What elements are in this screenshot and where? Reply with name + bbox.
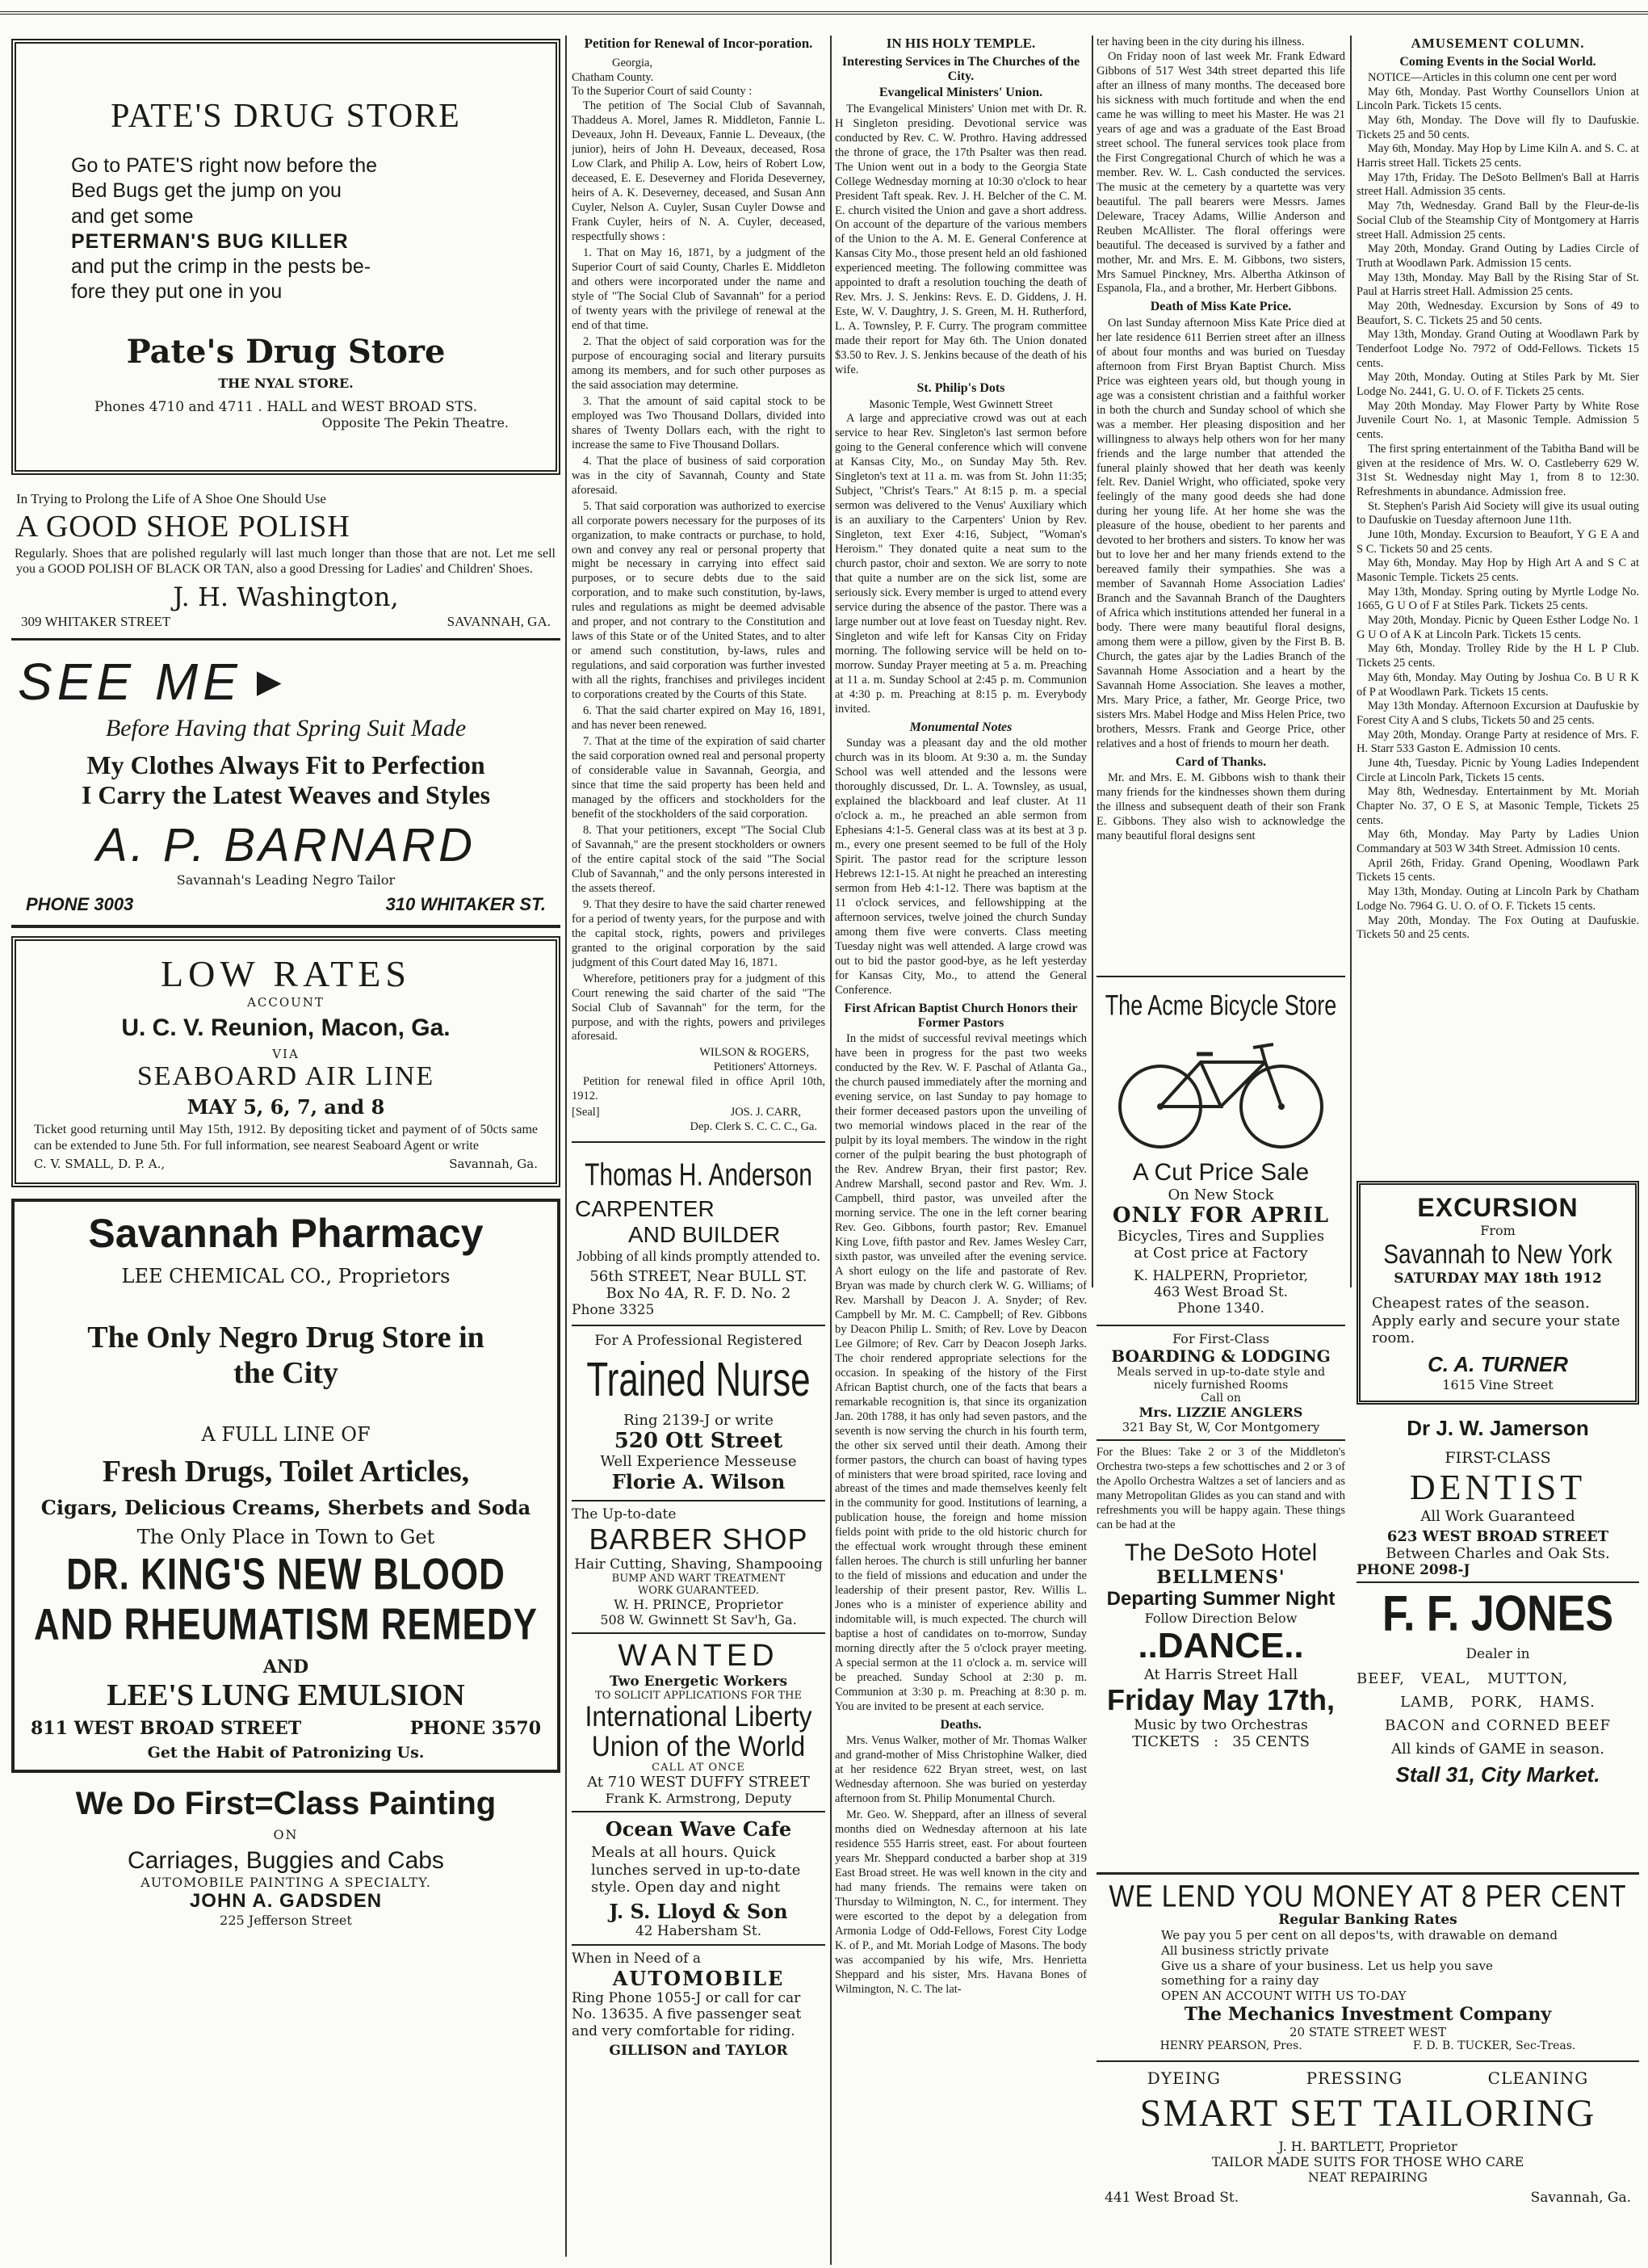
blues-notice: For the Blues: Take 2 or 3 of the Middleton's Orchestra two-steps a few schottisches and 2 or 3 of the Apollo Orchestra Waltzes a set of lanciers and as many Metropolitan Glides as you can stand and with refreshments you will be happy again. These things can be had at the <box>1097 1446 1345 1531</box>
notice-paragraph: 1. That on May 16, 1871, by a judgment of the Superior Court of said County, Charles E. Middleton and others were incorporated under the name and style of "The Social Club of Savannah" for a period of twenty years with the privilege of renewal at the end of that time. <box>572 246 825 332</box>
ad-title: Ocean Wave Cafe <box>605 1817 792 1842</box>
ad-between: Between Charles and Oak Sts. <box>1386 1544 1610 1562</box>
ad-title: WE LEND YOU MONEY AT 8 PER CENT <box>1109 1879 1627 1913</box>
notice-paragraph: 4. That the place of business of said corporation was in the city of Savannah, County and State aforesaid. <box>572 454 825 497</box>
notice-paragraph: 7. That at the time of the expiration of said charter the said corporation owned real and personal property of considerable value in Savannah, Georgia, and since that time the said property has been held and managed by the officers and stockholders for the benefit of the stockholders of the said corporation. <box>572 735 825 821</box>
list-item: May 20th Monday. May Flower Party by White Rose Juvenile Court No. 1, at Masonic Temple. Admission 5 cents. <box>1357 399 1639 442</box>
list-item: May 13th, Monday. Spring outing by Myrtle Lodge No. 1665, G U O of F at Stiles Park. Tickets 25 cents. <box>1357 585 1639 613</box>
mechanics-investment-ad <box>1097 1880 1639 2062</box>
ad-name: J. H. Washington, <box>173 582 399 613</box>
ad-address: 1615 Vine Street <box>1442 1376 1554 1392</box>
column-church-news <box>835 36 1087 2265</box>
ad-event: U. C. V. Reunion, Macon, Ga. <box>121 1014 451 1042</box>
ad-address: Opposite The Pekin Theatre. <box>321 414 509 430</box>
notice-paragraph: 2. That the object of said corporation was for the purpose of encouraging social and literary pursuits among its members, and for such other purposes as the said association may determine. <box>572 334 825 392</box>
section-subtitle: Coming Events in the Social World. <box>1399 54 1596 69</box>
ad-address: 310 WHITAKER ST. <box>385 894 546 915</box>
ad-body: Meals at all hours. Quick lunches served in up-to-date style. Open day and night <box>591 1844 801 1896</box>
ad-trade: AND BUILDER <box>628 1222 781 1248</box>
ad-name: Dr J. W. Jamerson <box>1407 1415 1589 1440</box>
ad-follow: Follow Direction Below <box>1144 1610 1298 1626</box>
list-item: May 6th, Monday. May Party by Ladies Union Commandary at 503 W 34th Street. Admission 10 cents. <box>1357 828 1639 856</box>
ad-address: 309 WHITAKER STREET <box>21 614 171 630</box>
shoe-polish-ad <box>11 488 560 640</box>
desoto-dance-ad <box>1097 1538 1345 1752</box>
ad-address: 225 Jefferson Street <box>220 1912 352 1928</box>
article-paragraph: In the midst of successful revival meetings which have been in progress for the past two weeks conducted by the Rev. W. F. Paschal of Atlanta Ga., the church paused immediately after the morning and evening service, on last Sunday to pay homage to their former deceased pastors upon the unveiling of two memorial windows placed in the rear of the pulpit by its loyal members. The window in the right corner of the pulpit bearing the bust photograph of the Rev. Andrew Bryan, their first pastor; Rev. Andrew Marshall, second pastor and Rev. Wm. J. Campbell, third pastor, was unveiled after the morning service. The one in the left corner bearing Rev. Geo. Gibbons, fourth pastor; Rev. Emanuel King Love, fifth pastor and Rev. James Wesley Carr, sixth pastor, was unveiled after the evening service. A short eulogy on the life and pastorate of Rev. Bryan was made by church clerk W. G. Williams; of Rev. Marshall by Deacon J. A. Snyder; of Rev. Campbell by Mr. M. C. Campbell; of Rev. Gibbons by Deacon Philip L. Smith; of Rev. Love by Deacon Lee Gilmore; of Rev. Carr by Deacon Joseph Jarks. The choir rendered appropriate selections for the occasion. In speaking of the history of the First African Baptist church, one of the facts that bears a remarkable recognition is, that since its organization Jan. 20th 1788, it has only had seven pastors, and the seventh is now serving the church in his fourth term, the other six served until their death. Among their former pastors, the church can boast of having types of ministers that were broad spirited, race loving and abreast of the times and made themselves keenly felt in the community for good. Institutions of learning, a publication house, the foreign and home mission fields point with pride to the old historic church for the effectual work wrought through these eminent fallen heroes. The church is still unfurling her banner to the field of missions and education and under the leadership of their present pastor, Rev. Willis L. Jones who is a minister of experience ability and indomitable will, is much expected. The church will baptise a host of candidates on to-morrow, Sunday morning directly after the 5 o'clock prayer meeting. A special sermon at the 11 o'clock a. m. service will be preached. Sunday School at 2:30 p. m. Communion at 3:30 p. m. Preaching at 8:30 p. m. You are invited to be present at each service. <box>835 1032 1087 1713</box>
ad-address: 321 Bay St, W, Cor Montgomery <box>1122 1420 1320 1434</box>
ad-full-line: A FULL LINE OF <box>201 1422 371 1446</box>
ad-address: At 710 WEST DUFFY STREET <box>587 1774 810 1791</box>
ad-phones: Phones 4710 and 4711 . HALL and WEST BROAD STS. <box>94 398 477 415</box>
column-notice: NOTICE—Articles in this column one cent per word <box>1368 70 1617 84</box>
ad-on: ON <box>273 1826 299 1842</box>
ad-kicker: In Trying to Prolong the Life of A Shoe One Should Use <box>16 491 326 506</box>
petition-notice <box>572 36 825 1135</box>
ad-line: PETERMAN'S BUG KILLER <box>71 229 349 253</box>
ad-ring: Ring 2139-J or write <box>623 1412 774 1430</box>
ad-line: Give us a share of your business. Let us help you save <box>1161 1958 1493 1973</box>
painting-ad <box>11 1783 560 1931</box>
ad-city: SAVANNAH, GA. <box>447 614 551 630</box>
ad-title: Trained Nurse <box>586 1353 811 1407</box>
ad-repair: NEAT REPAIRING <box>1307 2169 1428 2185</box>
column-rule <box>830 36 832 2265</box>
ad-address: 508 W. Gwinnett St Sav'h, Ga. <box>600 1612 797 1628</box>
ad-service: PRESSING <box>1306 2068 1403 2088</box>
ad-line: Go to PATE'S right now before the <box>71 154 378 177</box>
ad-habit: Get the Habit of Patronizing Us. <box>147 1743 425 1762</box>
notice-paragraph: 8. That your petitioners, except "The Social Club of Savannah," are the present stockholders or owners of the entire capital stock of the said "The Social Club of Savannah," and the only persons interested in the assets thereof. <box>572 823 825 895</box>
ad-experience: Well Experience Messeuse <box>600 1453 797 1471</box>
ad-dates: MAY 5, 6, 7, and 8 <box>187 1095 385 1119</box>
article-paragraph: The Evangelical Ministers' Union met with Dr. R. H Singleton presiding. Devotional service was conducted by Rev. C. W. Prothro. Having addressed the throne of grace, the 17th Psalter was then read. The Union went out in a body to the Georgia State College Wednesday morning at 10:30 o'clock to hear President Taft speak. Rev. J. H. Belcher of the C. M. E. church visited the Union and gave a short address. On account of the departure of the various members of the Union to the A. M. E. General Conference at Kansas City Mo., those present held an old fashioned experienced meeting. The following committee was appointed to draft a resolution touching the death of Rev. Mrs. J. S. Jenkins: Revs. E. D. Giddens, J. H. Este, W. V. Daughtry, J. S. Green, M. H. Rutherford, L. A. Townsley, P. F. Curry. The program committee made their report for May 6th. The Union donated $3.50 to Rev. J. S. Jenkins because of the death of his wife. <box>835 102 1087 377</box>
ad-service: CLEANING <box>1487 2068 1589 2088</box>
ad-date: Friday May 17th, <box>1106 1682 1336 1716</box>
ad-address: 42 Habersham St. <box>635 1923 762 1940</box>
notice-paragraph: Wherefore, petitioners pray for a judgment of this Court renewing the said charter of the said "The Social Club of Savannah" for the term, for the purpose, and with the rights, powers and privileges aforesaid. <box>572 972 825 1044</box>
ad-guarantee: WORK GUARANTEED. <box>637 1585 760 1598</box>
ad-title: Savannah Pharmacy <box>88 1210 484 1256</box>
ad-route: Savannah to New York <box>1383 1238 1612 1269</box>
ad-name: F. F. JONES <box>1382 1585 1614 1642</box>
list-item: May 13th Monday. Afternoon Excursion at Daufuskie by Forest City A and S clubs, Tickets 50 and 25 cents. <box>1357 699 1639 727</box>
list-item: May 6th, Monday. The Dove will fly to Daufuskie. Tickets 25 and 50 cents. <box>1357 114 1639 141</box>
ad-account: ACCOUNT <box>247 995 325 1010</box>
ad-products: LAMB, PORK, HAMS. <box>1400 1693 1596 1711</box>
list-item: May 6th, Monday. May Hop by High Art A and S C at Masonic Temple. Tickets 25 cents. <box>1357 556 1639 584</box>
ad-emulsion: LEE'S LUNG EMULSION <box>107 1678 465 1712</box>
ad-phone: PHONE 3570 <box>409 1717 541 1739</box>
ad-via: VIA <box>272 1047 300 1062</box>
list-item: May 20th, Wednesday. Excursion by Sons of 49 to Beaufort, S. C. Tickets 25 and 50 cents. <box>1357 299 1639 327</box>
ad-title: PATE'S DRUG STORE <box>111 98 461 135</box>
ad-line: OPEN AN ACCOUNT WITH US TO-DAY <box>1161 1989 1407 2003</box>
notice-paragraph: 3. That the amount of said capital stock to be employed was Two Thousand Dollars, divided into shares of Twenty Dollars each, with the right to increase the same to Five Thousand Dollars. <box>572 394 825 452</box>
list-item: St. Stephen's Parish Aid Society will give its usual outing to Daufuskie on Tuesday afternoon June 11th. <box>1357 499 1639 527</box>
ad-title: BARBER SHOP <box>589 1522 808 1556</box>
ad-line: All business strictly private <box>1161 1942 1329 1958</box>
ad-title: We Do First=Class Painting <box>75 1785 497 1821</box>
excursion-ad <box>1357 1181 1639 1405</box>
ad-body: Meals served in up-to-date style and nicely furnished Rooms <box>1116 1366 1326 1392</box>
ad-kicker: When in Need of a <box>572 1951 701 1968</box>
ad-body: Ring Phone 1055-J or call for car No. 13635. A five passenger seat and very comfortable for riding. <box>572 1990 802 2039</box>
notice-paragraph: The petition of The Social Club of Savannah, Thaddeus A. Morel, James R. Middleton, Fannie L. Deveaux, John H. Deveaux, Fannie L. Deveaux, (the junior), heirs of John H. Deveaux, deceased, Rosa Low Clark, and Philip A. Low, heirs of Robert Low, deceased, E. E. Deseverney and Florida Deseverney, heirs of A. K. Deseverney, deceased, and Susan Ann Cuyler, Nelson A. Cuyler, Susan Cuyler Dowse and Frank Cuyler, heirs of N. A. Cuyler, deceased, respectfully shows : <box>572 99 825 244</box>
ad-name: C. A. TURNER <box>1428 1351 1568 1376</box>
ad-secretary: F. D. B. TUCKER, Sec-Treas. <box>1412 2039 1576 2052</box>
ad-body: Cheapest rates of the season. Apply early and secure your state room. <box>1372 1295 1621 1347</box>
ad-from: From <box>1480 1223 1516 1238</box>
boarding-ad <box>1097 1326 1345 1441</box>
ad-name: Pate's Drug Store <box>126 332 446 371</box>
ad-address: 811 WEST BROAD STREET <box>31 1717 302 1739</box>
article-heading: First African Baptist Church Honors their Former Pastors <box>844 1001 1078 1031</box>
notice-attorneys-title: Petitioners' Attorneys. <box>713 1060 817 1074</box>
column-ads-middle <box>1097 969 1345 1874</box>
article-paragraph: Mr. and Mrs. E. M. Gibbons wish to thank their many friends for the kindnesses shown them during the illness and subsequent death of their son Frank E. Gibbons. They also wish to acknowledge the many beautiful floral designs sent <box>1097 771 1345 843</box>
article-heading: Interesting Services in The Churches of the City. <box>841 54 1080 83</box>
ad-phone: PHONE 3003 <box>26 894 134 915</box>
ad-name: J. S. Lloyd & Son <box>609 1900 788 1924</box>
ad-subtitle: Before Having that Spring Suit Made <box>105 715 467 742</box>
notice-paragraph: 5. That said corporation was authorized to exercise all corporate powers necessary for the purposes of its organization, to make contracts or purchase, to hold, own and convey any real or personal property that might be necessary in carrying into effect said purposes, or to secure debts due to the said corporation, and to make such constitution, by-laws, rules and regulations as might be deemed advisable and proper, and not contrary to the Constitution and laws of this State or of the United States, and to alter or amend such constitution, by-laws, rules and regulations, and said corporation was further invested with all the rights, franchises and privileges incident to corporations created by the Courts of this State. <box>572 499 825 702</box>
list-item: May 8th, Wednesday. Entertainment by Mt. Moriah Chapter No. 37, O E S, at Masonic Temple, Tickets 25 cents. <box>1357 785 1639 827</box>
ad-title: The DeSoto Hotel <box>1124 1539 1318 1566</box>
top-rule <box>0 11 1648 15</box>
section-title: AMUSEMENT COLUMN. <box>1411 36 1585 51</box>
ad-title: AUTOMOBILE <box>612 1967 785 1991</box>
column-amusements <box>1357 36 1639 1255</box>
list-item: May 20th, Monday. The Fox Outing at Daufuskie. Tickets 50 and 25 cents. <box>1357 914 1639 942</box>
ad-address: 441 West Broad St. <box>1105 2189 1239 2206</box>
column-rule <box>565 36 567 2257</box>
ad-address: 520 Ott Street <box>614 1429 783 1454</box>
ad-address: 20 STATE STREET WEST <box>1289 2024 1446 2039</box>
ad-phone: Phone 1340. <box>1177 1300 1264 1317</box>
section-title: IN HIS HOLY TEMPLE. <box>886 36 1036 51</box>
ad-deputy: Frank K. Armstrong, Deputy <box>605 1791 792 1807</box>
list-item: April 26th, Friday. Grand Opening, Woodlawn Park Tickets 15 cents. <box>1357 856 1639 884</box>
ad-bellmen: BELLMENS' <box>1156 1566 1285 1588</box>
ad-and: AND <box>262 1656 309 1678</box>
ad-subtitle: Regular Banking Rates <box>1278 1912 1457 1928</box>
ad-line: We pay you 5 per cent on all depos'ts, with drawable on demand <box>1161 1928 1558 1942</box>
barber-shop-ad <box>572 1502 825 1634</box>
ad-title: DENTIST <box>1409 1467 1587 1507</box>
notice-seal: [Seal] <box>572 1106 600 1119</box>
ad-title: BOARDING & LODGING <box>1111 1346 1331 1366</box>
ocean-wave-cafe-ad <box>572 1812 825 1946</box>
bicycle-icon <box>1112 1030 1330 1151</box>
automobile-ad <box>572 1946 825 2064</box>
article-heading: Deaths. <box>940 1717 982 1732</box>
ad-subtitle: THE NYAL STORE. <box>218 375 354 391</box>
ad-products: BEEF, VEAL, MUTTON, <box>1357 1670 1569 1687</box>
list-item: May 17th, Friday. The DeSoto Bellmen's Ball at Harris street Hall. Admission 35 cents. <box>1357 170 1639 199</box>
ad-line: fore they put one in you <box>71 280 283 304</box>
low-rates-ad <box>11 936 560 1186</box>
ad-class: FIRST-CLASS <box>1445 1448 1551 1467</box>
ad-trade: CARPENTER <box>575 1196 715 1222</box>
ad-drugs: Fresh Drugs, Toilet Articles, <box>102 1454 470 1489</box>
ad-service: DYEING <box>1147 2068 1221 2088</box>
ad-line: My Clothes Always Fit to Perfection <box>86 750 485 780</box>
ad-president: HENRY PEARSON, Pres. <box>1159 2039 1302 2052</box>
article-paragraph: ter having been in the city during his illness. <box>1097 36 1305 48</box>
ad-address: 623 WEST BROAD STREET <box>1386 1527 1609 1545</box>
ad-title: WANTED <box>618 1639 779 1674</box>
events-list <box>1357 86 1639 943</box>
ad-title: The Acme Bicycle Store <box>1105 989 1337 1022</box>
anderson-builder-ad <box>572 1149 825 1326</box>
ad-line: The Only Negro Drug Store in <box>87 1320 484 1354</box>
ad-name: Florie A. Wilson <box>611 1470 786 1494</box>
ad-guarantee: All Work Guaranteed <box>1420 1507 1575 1525</box>
ad-specialty: AUTOMOBILE PAINTING A SPECIALTY. <box>140 1874 431 1890</box>
ad-kicker: For A Professional Registered <box>594 1333 803 1350</box>
list-item: May 20th, Monday. Grand Outing by Ladies Circle of Truth at Woodlawn Park. Admission 15 cents. <box>1357 242 1639 270</box>
ad-music: Music by two Orchestras <box>1134 1716 1308 1733</box>
ad-date: SATURDAY MAY 18th 1912 <box>1394 1270 1602 1287</box>
ad-proprietor: K. HALPERN, Proprietor, <box>1133 1268 1309 1284</box>
ad-stock: On New Stock <box>1168 1186 1274 1203</box>
ad-proprietor: LEE CHEMICAL CO., Proprietors <box>121 1264 451 1287</box>
ad-name: JOHN A. GADSDEN <box>189 1889 383 1912</box>
notice-title: Petition for Renewal of Incor-poration. <box>584 36 813 51</box>
list-item: May 13th, Monday. Grand Outing at Woodlawn Park by Tenderfoot Lodge No. 7972 of Odd-Fellows. Tickets 15 cents. <box>1357 328 1639 370</box>
article-heading: St. Philip's Dots <box>916 381 1005 396</box>
ad-line: and put the crimp in the pests be- <box>71 255 371 278</box>
ad-remedy: AND RHEUMATISM REMEDY <box>34 1599 538 1649</box>
ad-only: ONLY FOR APRIL <box>1112 1203 1330 1228</box>
trained-nurse-ad <box>572 1326 825 1502</box>
ad-name: A. P. BARNARD <box>96 819 476 872</box>
ad-name: Mrs. LIZZIE ANGLERS <box>1139 1405 1303 1420</box>
notice-state: Georgia, <box>612 56 653 69</box>
ad-tickets: TICKETS : 35 CENTS <box>1132 1732 1310 1750</box>
ad-stall: Stall 31, City Market. <box>1395 1762 1600 1787</box>
barnard-tailor-ad <box>11 647 560 928</box>
article-paragraph: Mrs. Venus Walker, mother of Mr. Thomas Walker and grand-mother of Miss Christophine Walker, died at her residence 622 Bryan street, west, on last Wednesday afternoon. She was buried on yesterday afternoon from St. Philip Monumental Church. <box>835 1734 1087 1806</box>
article-dateline: Masonic Temple, West Gwinnett Street <box>869 397 1053 411</box>
list-item: May 6th, Monday. Past Worthy Counsellors Union at Lincoln Park. Tickets 15 cents. <box>1357 85 1639 113</box>
ad-body: Ticket good returning until May 15th, 1912. By depositing ticket and payment of of 50cts same can be extended to June 5th. For full information, see nearest Seaboard Agent or write <box>34 1123 538 1153</box>
ad-line: the City <box>233 1355 338 1390</box>
list-item: June 4th, Tuesday. Picnic by Young Ladies Independent Circle at Lincoln Park, Tickets 15 cents. <box>1357 756 1639 784</box>
article-heading: Evangelical Ministers' Union. <box>879 86 1043 100</box>
article-heading: Death of Miss Kate Price. <box>1150 300 1292 314</box>
ad-line: something for a rainy day <box>1161 1973 1319 1989</box>
ad-only: The Only Place in Town to Get <box>136 1525 435 1548</box>
list-item: May 20th, Monday. Orange Party at residence of Mrs. F. H. Starr 533 Gaston E. Admission 10 cents. <box>1357 728 1639 756</box>
ad-products: BACON and CORNED BEEF <box>1385 1716 1611 1734</box>
notice-address: To the Superior Court of said County : <box>572 85 753 99</box>
ad-line: I Carry the Latest Weaves and Styles <box>81 780 491 810</box>
list-item: May 20th, Monday. Picnic by Queen Esther Lodge No. 1 G U O of A K at Lincoln Park. Tickets 15 cents. <box>1357 614 1639 641</box>
ad-treatment: BUMP AND WART TREATMENT <box>611 1573 786 1586</box>
ad-title: EXCURSION <box>1417 1193 1579 1222</box>
ad-kicker: For First-Class <box>1172 1331 1269 1346</box>
list-item: The first spring entertainment of the Tabitha Band will be given at the residence of Mrs. W. O. Castleberry 629 W. 31st St. Wednesday night May 1, from 8 to 12:30. Refreshments in abundance. Admission free. <box>1357 442 1639 498</box>
ad-call: CALL AT ONCE <box>652 1762 745 1774</box>
ad-game: All kinds of GAME in season. <box>1391 1740 1604 1758</box>
ad-night: Departing Summer Night <box>1106 1587 1336 1610</box>
ad-tagline: Savannah's Leading Negro Tailor <box>176 872 396 888</box>
ad-body: Regularly. Shoes that are polished regularly will last much longer than those that are not. Let me sell you a GOOD POLISH OF BLACK OR TAN, also a good Dressing for Ladies' and Children' Shoes. <box>15 547 556 577</box>
ad-proprietor: J. H. BARTLETT, Proprietor <box>1278 2138 1457 2154</box>
notice-paragraph: 9. That they desire to have the said charter renewed for a period of twenty years, for the purpose and with the capital stock, rights, powers and privileges granted to the original corporation by the said judgment of this Court dated May 16, 1871. <box>572 897 825 969</box>
ad-railroad: SEABOARD AIR LINE <box>136 1061 435 1092</box>
ad-remedy: DR. KING'S NEW BLOOD <box>66 1549 505 1599</box>
article-paragraph: On Friday noon of last week Mr. Frank Edward Gibbons of 517 West 34th street departed this life after an illness of many months. The deceased bore his sickness with much fortitude and when the end came he was willing to meet his Master. He was 21 years of age and was a graduate of the East Broad street school. The funeral services took place from the First Congregational Church of which he was a member. Rev. W. L. Cash conducted the services. The music at the cemetery by a quartette was very beautiful. The pall bearers were Messrs. James Deleware, Tracey Adams, Willie Anderson and Reuben McAllister. The floral offerings were beautiful. The deceased is survived by a father and mother, Mr. and Mrs. E. M. Gibbons, two sisters, Mrs Samuel Pinckney, Mrs. Albertha Atkinson of Espanola, Fla., and a brother, Mr. Herbert Gibbons. <box>1097 49 1345 296</box>
ad-proprietor: W. H. PRINCE, Proprietor <box>614 1597 783 1613</box>
ad-items: Carriages, Buggies and Cabs <box>128 1846 444 1874</box>
list-item: May 13th, Monday. May Ball by the Rising Star of St. Paul at Harris street Hall. Admission 25 cents. <box>1357 271 1639 299</box>
column-legal-ads <box>572 36 825 2064</box>
ad-name: Thomas H. Anderson <box>585 1158 812 1194</box>
ad-hall: At Harris Street Hall <box>1143 1665 1298 1683</box>
list-item: May 7th, Wednesday. Grand Ball by the Fleur-de-lis Social Club of the Steamship City of Montgomery at Harris street Hall. Admission 25 cents. <box>1357 200 1639 242</box>
ad-name: The Mechanics Investment Company <box>1184 2003 1552 2025</box>
ad-org: Union of the World <box>591 1730 806 1763</box>
ad-body: Jobbing of all kinds promptly attended to. <box>577 1248 820 1265</box>
article-paragraph: On last Sunday afternoon Miss Kate Price died at her late residence 611 Berrien street after an illness of about four months and was buried on Tuesday afternoon from First Bryan Baptist Church. Miss Price was eighteen years old, but though young in age was a consistent christian and a faithful worker in both the church and Sunday school of which she was a member. Her pleasing disposition and her willingness to always help others won for her many friends and the large number that attended the funeral plainly showed that her death was keenly felt. Rev. Daniel Wright, who officiated, spoke very feelingly of the many good deeds she had done during her young life. At her home she was the pleasure of the house, obedient to her parents and devoted to her brothers and sisters. To know her was but to love her and her many friends extend to the bereaved family their sympathies. She was a member of Savannah Home Association Ladies' Branch and the Savannah Branch of the Daughters of Africa which institutions attended her funeral in a body. There were many beautiful floral designs, among them were a pillow, given by the First B. B. Church, the gates ajar by the Ladies Branch of the Savannah Home Association and a heart by the Savannah Home Association. She leaves a mother, Mrs. Mary Price, a father, Mr. George Price, two sisters Mrs. Mabel Hodge and Miss Helen Price, two brothers, Messrs. Frank and George Price, other relatives and a host of friends to mourn her death. <box>1097 316 1345 750</box>
notice-paragraph: 6. That the said charter expired on May 16, 1891, and has never been renewed. <box>572 704 825 733</box>
ad-services: Hair Cutting, Shaving, Shampooing <box>574 1556 823 1573</box>
ad-city: Savannah, Ga. <box>449 1156 538 1171</box>
ad-cigars: Cigars, Delicious Creams, Sherbets and Soda <box>40 1495 531 1519</box>
list-item: May 6th, Monday. Trolley Ride by the H L P Club. Tickets 25 cents. <box>1357 642 1639 670</box>
ad-solicit: TO SOLICIT APPLICATIONS FOR THE <box>595 1690 802 1703</box>
column-ads-right <box>1357 1181 1639 1908</box>
column-rule <box>1350 36 1352 1287</box>
dentist-ad <box>1357 1413 1639 1583</box>
ad-org: International Liberty <box>585 1700 812 1733</box>
list-item: May 13th, Monday. Outing at Lincoln Park by Chatham Lodge No. 7964 G. U. O. of O. F. Tickets 15 cents. <box>1357 885 1639 913</box>
ad-box: Box No 4A, R. F. D. No. 2 <box>606 1285 791 1303</box>
pates-drug-store-ad <box>11 39 560 475</box>
article-heading: Monumental Notes <box>909 720 1013 734</box>
ad-title: SEE ME <box>18 653 242 712</box>
list-item: May 20th, Monday. Outing at Stiles Park by Mt. Sier Lodge No. 2441, G. U. O. of F. Tickets 25 cents. <box>1357 371 1639 399</box>
list-item: May 6th, Monday. May Hop by Lime Kiln A. and S. C. at Harris street Hall. Tickets 25 cents. <box>1357 142 1639 170</box>
article-heading: Card of Thanks. <box>1175 754 1267 769</box>
bottom-ads <box>1097 1872 1639 2260</box>
list-item: May 6th, Monday. May Outing by Joshua Co. B U R K of P at Woodlawn Park. Tickets 15 cents. <box>1357 670 1639 699</box>
notice-clerk: JOS. J. CARR, <box>730 1106 801 1119</box>
ad-phone: PHONE 2098-J <box>1357 1561 1470 1578</box>
ad-cost: at Cost price at Factory <box>1134 1245 1308 1262</box>
ad-kicker: The Up-to-date <box>572 1506 677 1523</box>
article-paragraph: A large and appreciative crowd was out at each service to hear Rev. Singleton's last sermon before going to the General conference which will convene at Kansas City, Mo., on Sunday May 5th. Rev. Singleton's text at 11 a. m. was from St. John 11:35; Subject, "Christ's Tears." At 8:15 p. m. a special sermon was delivered to the Venus' Auxiliary which is an auxiliary to the Carpenters' Union by Rev. Singleton, text Exer 4:16, Subject, "Woman's Heroism." They donated quite a neat sum to the church pastor, choir and sexton. We are sorry to note that quite a number are on the sick list, some are seriously sick. Every member is urged to attend every service during the absence of the pastor. There was a large number out at love feast on Tuesday night. Rev. Singleton and wife left for Kansas City on Friday morning. The following service will be held on to-morrow. Sunday Prayer meeting at 5 a. m. Preaching at 11 a. m. Sunday School at 2:45 p. m. Communion at 4:30 p. m. Preaching at 8:15 p. m. Everybody invited. <box>835 412 1087 716</box>
ad-city: Savannah, Ga. <box>1530 2189 1631 2206</box>
ad-subtitle: Two Energetic Workers <box>609 1674 788 1690</box>
notice-filed: Petition for renewal filed in office April 10th, 1912. <box>572 1075 825 1103</box>
ad-dealer: Dealer in <box>1466 1645 1530 1662</box>
ad-dance: ..DANCE.. <box>1138 1625 1304 1665</box>
ad-sale: A Cut Price Sale <box>1132 1159 1310 1186</box>
ad-address: 463 West Broad St. <box>1153 1284 1289 1300</box>
ad-title: LOW RATES <box>161 953 411 995</box>
ad-call: Call on <box>1201 1392 1241 1405</box>
ad-title: SMART SET TAILORING <box>1139 2091 1596 2135</box>
ad-phone: Phone 3325 <box>572 1302 655 1319</box>
notice-county: Chatham County. <box>572 70 654 84</box>
article-paragraph: Sunday was a pleasant day and the old mother church was in its bloom. At 9:30 a. m. the Sunday School was well attended and the lessons were thoroughly discussed, Dr. L. A. Townsley, as usual, explained the blackboard and leaf cluster. At 11 o'clock a. m., he preached an able sermon from Ephesians 4:1-5. General class was at its best at 3 p. m., every one present seemed to be full of the Holy Spirit. The pastor read for the scripture lesson Hebrews 12:1-15. At night he preached an interesting sermon from Heb 4:1-12. There was baptism at the 11 o'clock services, and fellowshipping at the afternoon services, twelve joined the church Sunday among them five were converts. Class meeting Tuesday night was well attended. A large crowd was out to bid the pastor good-bye, as he left yesterday for Kansas City, Mo., to attend the General Conference. <box>835 737 1087 997</box>
ad-items: Bicycles, Tires and Supplies <box>1117 1228 1325 1245</box>
ad-agent: C. V. SMALL, D. P. A., <box>34 1156 166 1171</box>
wanted-ad <box>572 1634 825 1812</box>
notice-clerk-title: Dep. Clerk S. C. C. C., Ga. <box>690 1120 817 1134</box>
notice-attorneys: WILSON & ROGERS, <box>699 1046 809 1060</box>
jones-meat-ad <box>1357 1583 1639 1794</box>
ad-name: GILLISON and TAYLOR <box>609 2043 788 2060</box>
savannah-pharmacy-ad <box>11 1199 560 1773</box>
pointing-hand-icon: ▶ <box>256 663 282 701</box>
column-rule <box>1092 36 1093 1287</box>
ad-address: 56th STREET, Near BULL ST. <box>589 1268 807 1286</box>
ad-line: Bed Bugs get the jump on you <box>71 179 342 203</box>
acme-bicycle-ad <box>1097 984 1345 1326</box>
article-paragraph: Mr. Geo. W. Sheppard, after an illness of several months died on Wednesday afternoon at his late residence 555 Harris street, east. For about fourteen years Mr. Sheppard conducted a barber shop at 319 East Broad street. He was well known in the city and had many friends. The remains were taken on Thursday to Wilmington, N. C., for interment. They were escorted to the depot by a delegation from Armonia Lodge of Odd-Fellows, Forest City Lodge K. of P., and Mt. Moriah Lodge of Masons. The body was accompanied by his wife, Mrs. Henrietta Sheppard and his sister, Mrs. Havana Bones of Wilmington, N. C. The lat- <box>835 1808 1087 1996</box>
smart-set-tailoring-ad <box>1097 2062 1639 2212</box>
column-ads-left <box>11 36 560 1931</box>
ad-line: and get some <box>71 204 194 228</box>
ad-title: A GOOD SHOE POLISH <box>16 510 350 544</box>
ad-made: TAILOR MADE SUITS FOR THOSE WHO CARE <box>1211 2153 1524 2169</box>
list-item: June 10th, Monday. Excursion to Beaufort, Y G E A and S C. Tickets 50 and 25 cents. <box>1357 527 1639 556</box>
